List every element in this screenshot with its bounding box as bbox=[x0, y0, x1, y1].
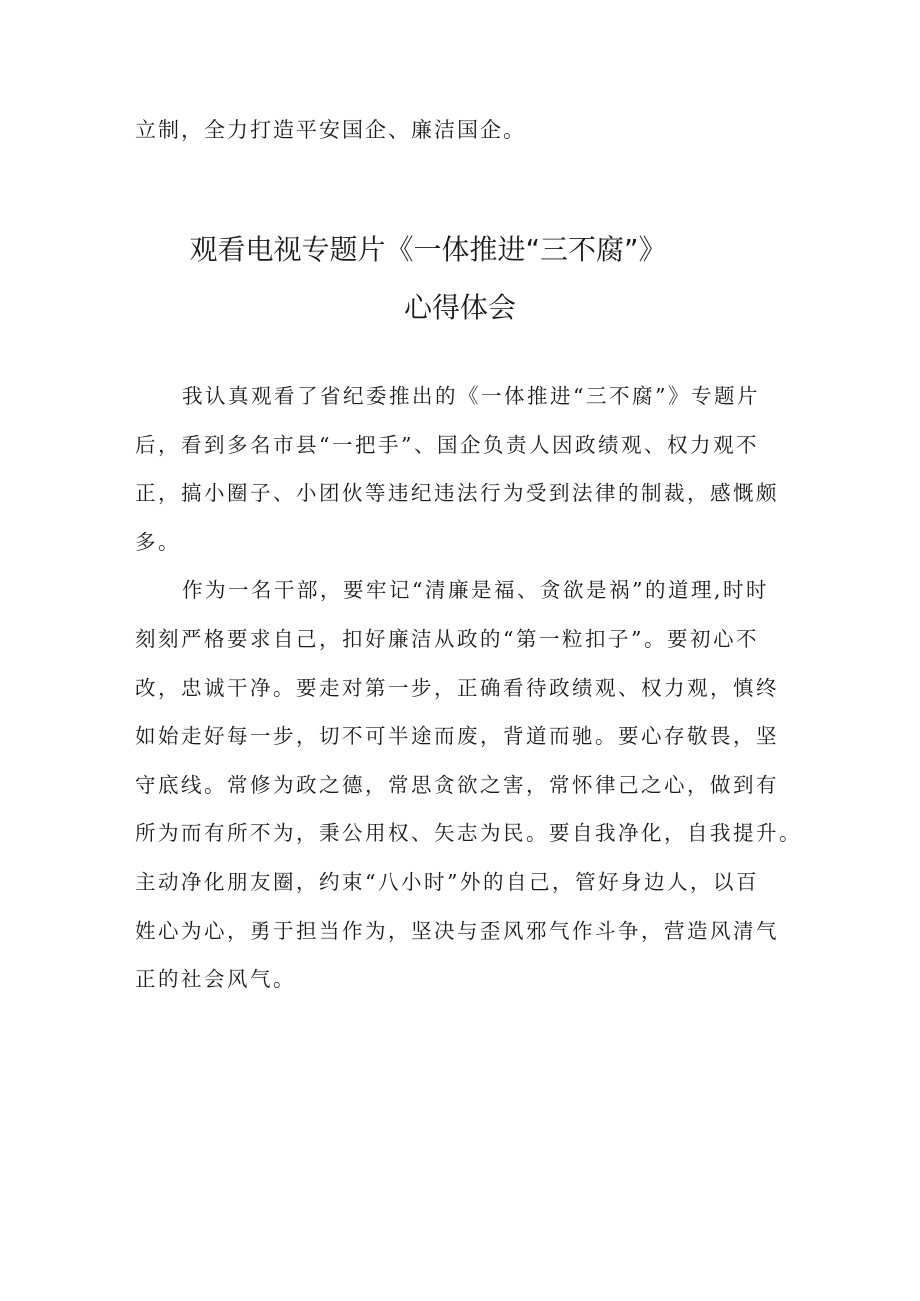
paragraph-line: 作为一名干部，要牢记“清廉是福、贪欲是祸”的道理,时时 bbox=[182, 578, 769, 603]
document-body bbox=[135, 382, 805, 1014]
paragraph-line: 守底线。常修为政之德，常思贪欲之害，常怀律己之心，做到有 bbox=[135, 772, 779, 797]
paragraph-1 bbox=[135, 382, 805, 576]
paragraph-line: 正，搞小圈子、小团伙等违纪违法行为受到法律的制裁，感慨颇 bbox=[135, 481, 779, 506]
document-title-line-1: 观看电视专题片《一体推进“三不腐”》 bbox=[189, 233, 667, 266]
paragraph-line: 主动净化朋友圈，约束“八小时”外的自己，管好身边人，以百 bbox=[135, 869, 759, 894]
document-title-line-2: 心得体会 bbox=[403, 291, 516, 324]
paragraph-line: 正的社会风气。 bbox=[135, 967, 296, 992]
paragraph-line: 后，看到多名市县“一把手”、国企负责人因政绩观、权力观不 bbox=[135, 432, 759, 457]
paragraph-line: 多。 bbox=[135, 529, 181, 554]
paragraph-line: 所为而有所不为，秉公用权、矢志为民。要自我净化，自我提升。 bbox=[135, 821, 802, 846]
paragraph-line: 刻刻严格要求自己，扣好廉洁从政的“第一粒扣子”。要初心不 bbox=[135, 626, 759, 651]
previous-section-tail: 立制，全力打造平安国企、廉洁国企。 bbox=[135, 118, 526, 142]
paragraph-2 bbox=[135, 576, 805, 1013]
paragraph-line: 姓心为心，勇于担当作为，坚决与歪风邪气作斗争，营造风清气 bbox=[135, 918, 779, 943]
paragraph-line: 改，忠诚干净。要走对第一步，正确看待政绩观、权力观，慎终 bbox=[135, 675, 779, 700]
paragraph-line: 我认真观看了省纪委推出的《一体推进“三不腐”》专题片 bbox=[182, 384, 760, 408]
paragraph-line: 如始走好每一步，切不可半途而废，背道而驰。要心存敬畏，坚 bbox=[135, 724, 779, 749]
